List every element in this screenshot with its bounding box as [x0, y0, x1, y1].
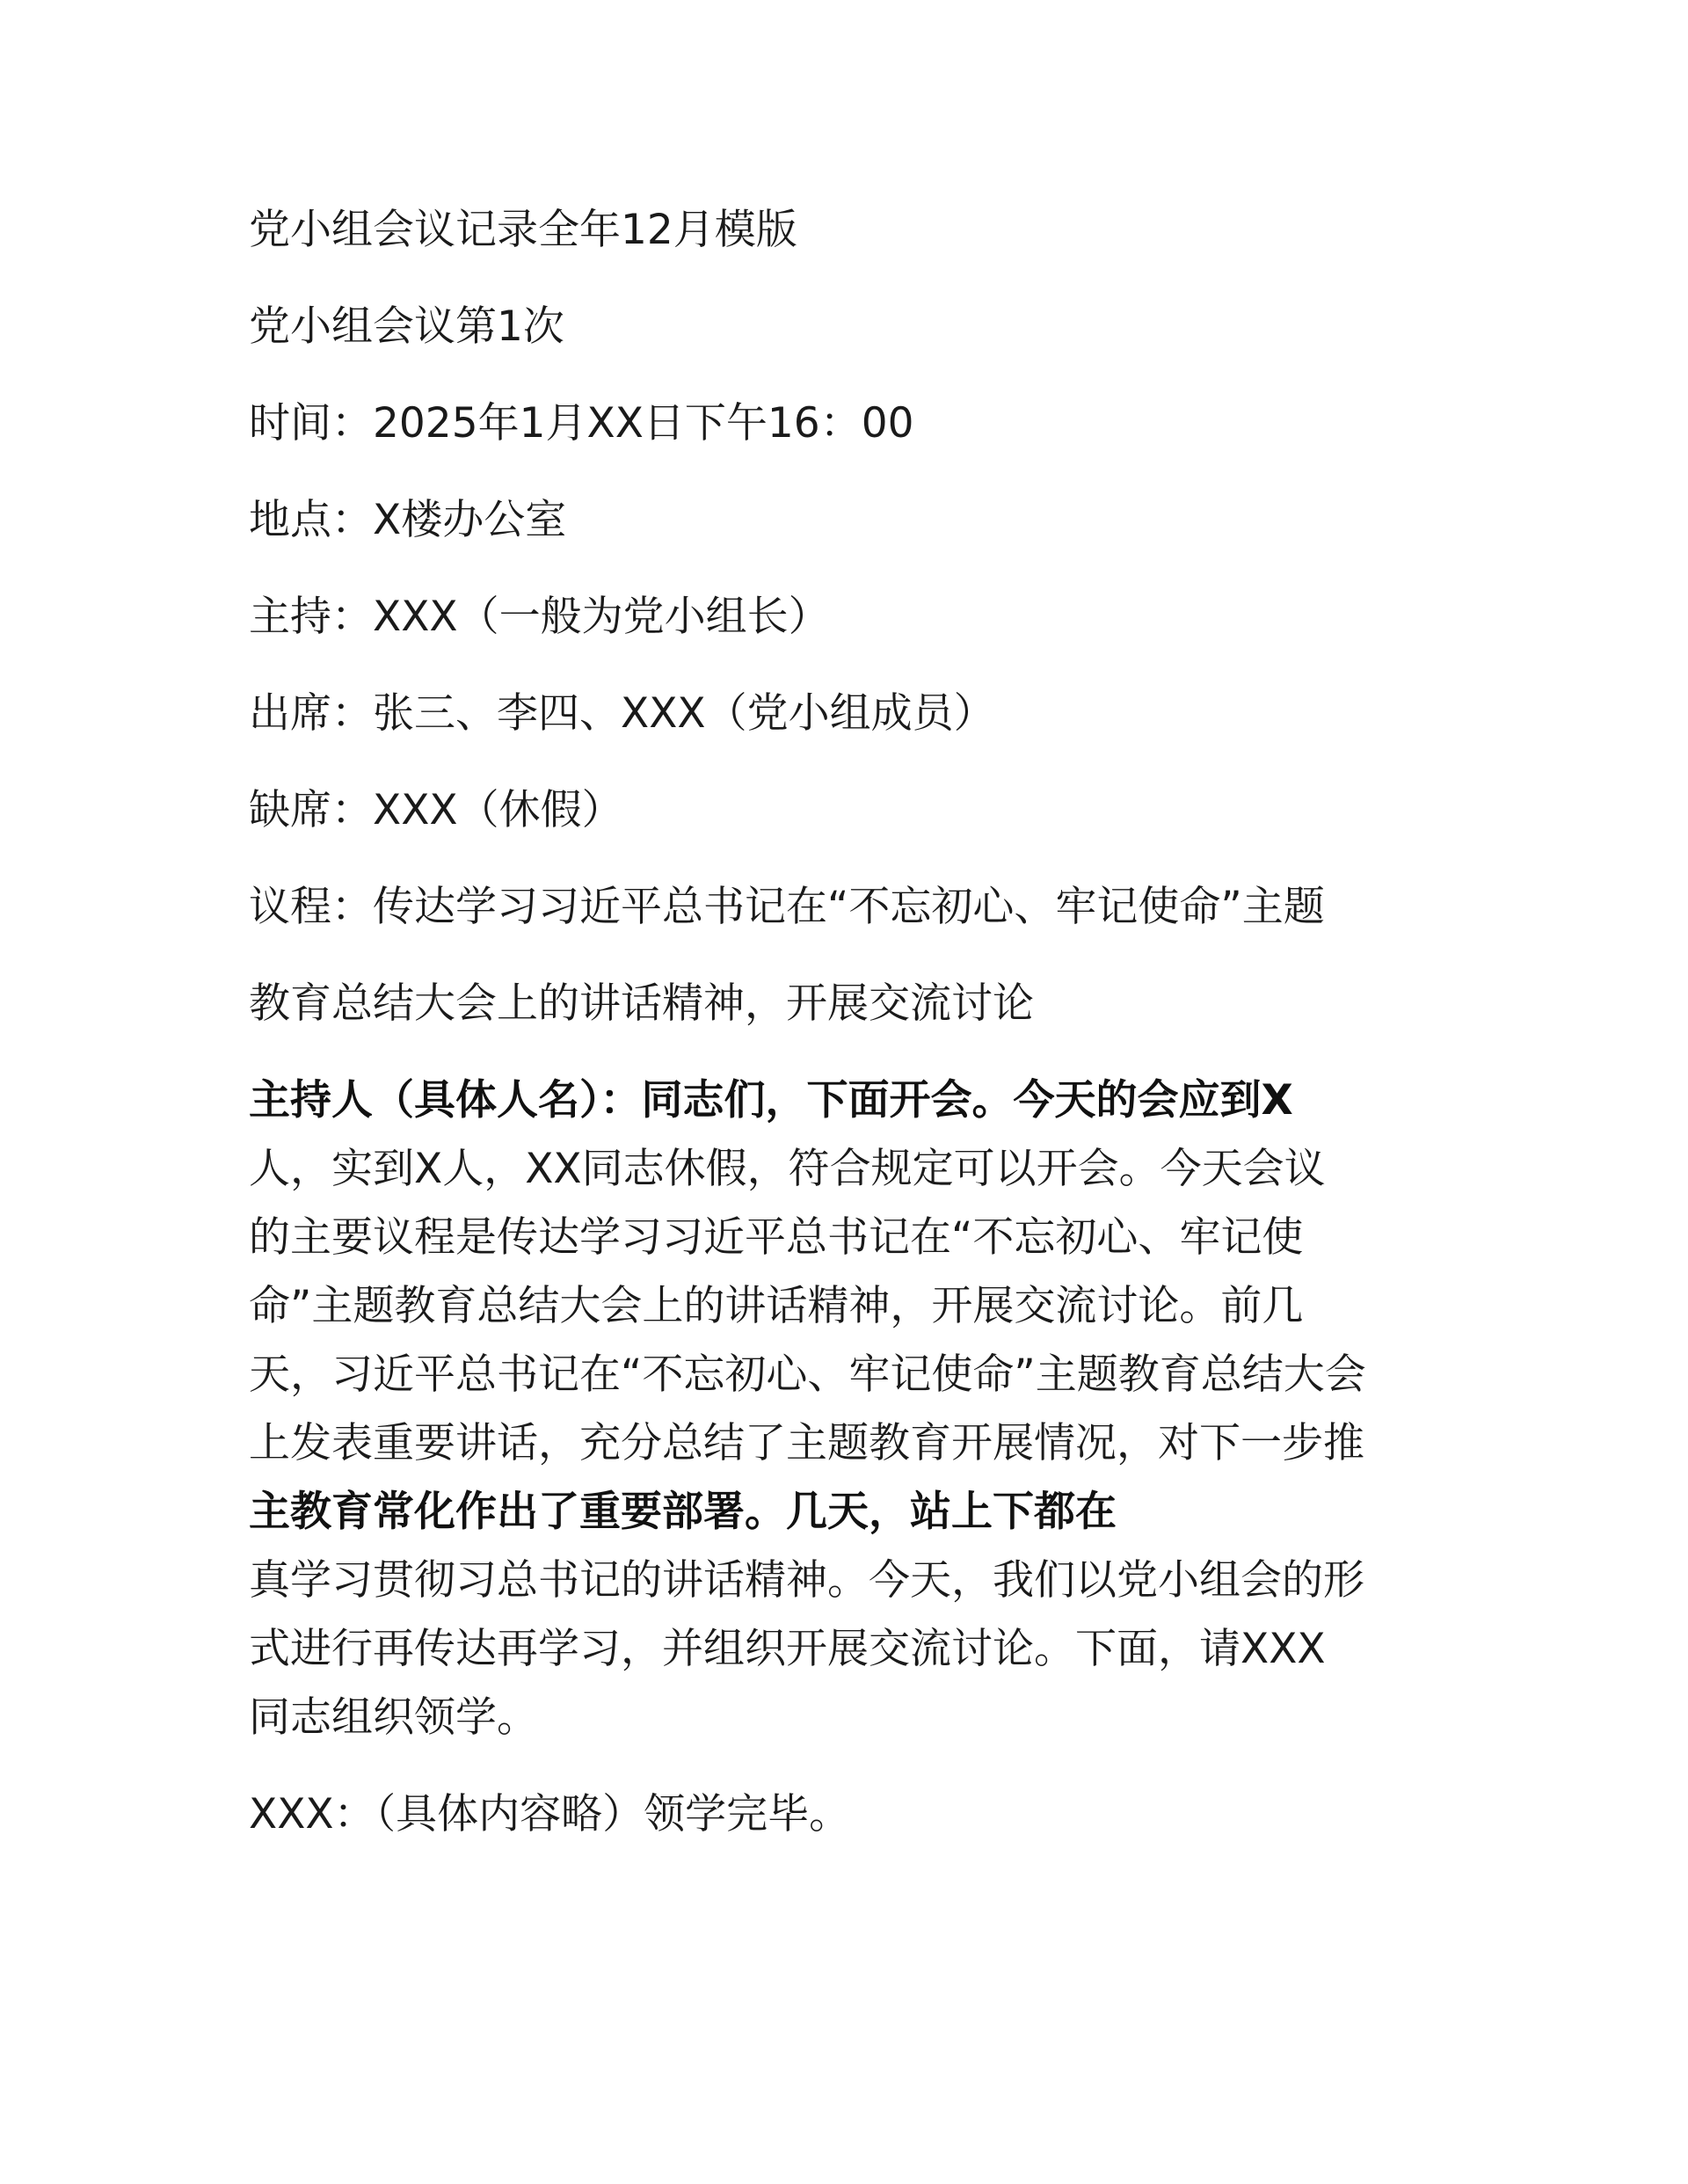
agenda-line-1: 议程：传达学习习近平总书记在“不忘初心、牢记使命”主题	[249, 883, 1325, 931]
speech-line: 命”主题教育总结大会上的讲话精神，开展交流讨论。前几	[249, 1282, 1304, 1330]
speech-line: 的主要议程是传达学习习近平总书记在“不忘初心、牢记使	[249, 1213, 1304, 1262]
meeting-attendees: 出席：张三、李四、XXX（党小组成员）	[249, 689, 995, 738]
closing-line: XXX：（具体内容略）领学完毕。	[249, 1790, 851, 1838]
meeting-absent: 缺席：XXX（休假）	[249, 786, 623, 834]
agenda-line-2: 教育总结大会上的讲话精神，开展交流讨论	[249, 979, 1034, 1028]
speech-line: 真学习贯彻习总书记的讲话精神。今天，我们以党小组会的形	[249, 1556, 1364, 1605]
speech-line: 式进行再传达再学习，并组织开展交流讨论。下面，请XXX	[249, 1625, 1326, 1673]
speech-line: 主教育常化作出了重要部署。几天，站上下都在	[249, 1488, 1117, 1536]
meeting-location: 地点：X楼办公室	[249, 496, 567, 544]
speech-line: 天，习近平总书记在“不忘初心、牢记使命”主题教育总结大会	[249, 1350, 1366, 1399]
meeting-time: 时间：2025年1月XX日下午16：00	[249, 399, 914, 448]
speech-line: 同志组织领学。	[249, 1693, 538, 1742]
meeting-number: 党小组会议第1次	[249, 302, 564, 351]
speech-line: 主持人（具体人名）：同志们，下面开会。今天的会应到X	[249, 1076, 1293, 1125]
speech-line: 上发表重要讲话，充分总结了主题教育开展情况，对下一步推	[249, 1419, 1364, 1467]
meeting-host: 主持：XXX（一般为党小组长）	[249, 593, 830, 641]
speech-line: 人，实到X人，XX同志休假，符合规定可以开会。今天会议	[249, 1145, 1326, 1193]
document-title: 党小组会议记录全年12月模版	[249, 206, 797, 254]
